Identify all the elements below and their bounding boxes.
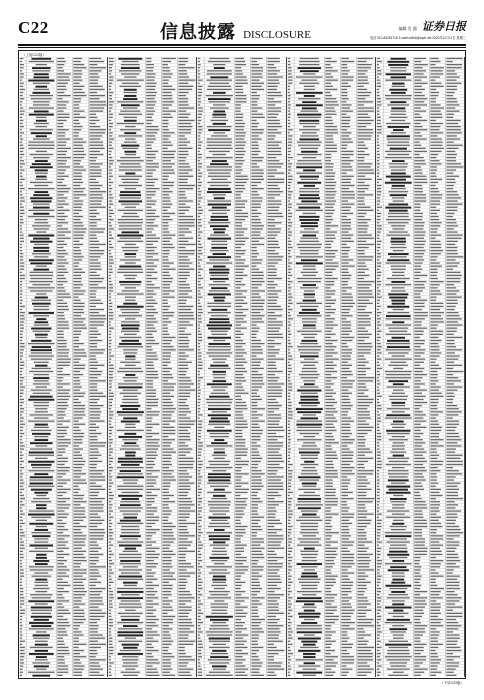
section-title-en: DISCLOSURE <box>243 29 311 41</box>
table-column <box>287 57 376 677</box>
masthead <box>370 18 466 40</box>
continued-from-label: （上接C21版） <box>22 53 46 57</box>
table-column <box>108 57 197 677</box>
section-title <box>160 18 311 44</box>
newspaper-logo: 证券日报 <box>422 20 466 33</box>
table-column <box>19 57 108 677</box>
table-column <box>197 57 286 677</box>
disclosure-tables-area <box>18 50 466 679</box>
page-header <box>18 18 466 44</box>
page-number: C22 <box>18 18 49 37</box>
table-column <box>376 57 465 677</box>
meta-line: 电话 010-83251716 E-mail:zzlfxb@zqrb.net 2020年11月11日 星期三 <box>369 36 466 40</box>
header-rule-thick <box>18 44 466 46</box>
header-rule-thin <box>18 47 466 48</box>
section-title-cn: 信息披露 <box>160 22 236 43</box>
continued-to-label: （下转C23版） <box>440 681 464 685</box>
editor-line: 编辑 肖 越 <box>398 26 417 31</box>
